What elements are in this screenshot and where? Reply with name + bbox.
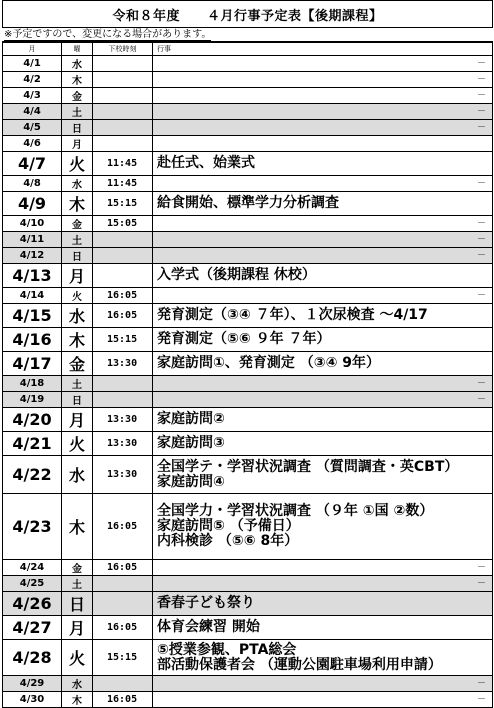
- header-event: 行事: [153, 43, 493, 56]
- date-cell: 4/23: [3, 494, 62, 560]
- weekday-cell: 木: [62, 72, 93, 88]
- dismissal-time-cell: 16:05: [93, 304, 153, 328]
- event-cell: [153, 248, 493, 264]
- date-cell: 4/17: [3, 352, 62, 376]
- no-event-dash: －: [476, 121, 486, 132]
- dismissal-time-cell: 16:05: [93, 494, 153, 560]
- event-cell: [153, 120, 493, 136]
- date-cell: 4/21: [3, 432, 62, 456]
- no-event-dash: －: [476, 73, 486, 84]
- notice-text: ※予定ですので、変更になる場合があります。: [4, 29, 212, 40]
- no-event-dash: －: [476, 693, 486, 704]
- dismissal-time-cell: 11:45: [93, 176, 153, 192]
- table-row: [3, 304, 493, 328]
- table-row: [3, 176, 493, 192]
- dismissal-time-cell: 13:30: [93, 456, 153, 494]
- dismissal-time-cell: 13:30: [93, 352, 153, 376]
- table-row: [3, 560, 493, 576]
- weekday-cell: 水: [62, 56, 93, 72]
- no-event-dash: －: [476, 377, 486, 388]
- table-row: [3, 120, 493, 136]
- date-cell: 4/15: [3, 304, 62, 328]
- weekday-cell: 月: [62, 136, 93, 152]
- table-row: [3, 432, 493, 456]
- event-cell: [153, 264, 493, 288]
- weekday-cell: 木: [62, 328, 93, 352]
- table-row: [3, 216, 493, 232]
- weekday-cell: 月: [62, 616, 93, 640]
- dismissal-time-cell: [93, 392, 153, 408]
- dismissal-time-cell: 15:15: [93, 328, 153, 352]
- date-cell: 4/10: [3, 216, 62, 232]
- date-cell: 4/2: [3, 72, 62, 88]
- weekday-cell: 水: [62, 304, 93, 328]
- event-cell: [153, 152, 493, 176]
- table-row: [3, 232, 493, 248]
- date-cell: 4/27: [3, 616, 62, 640]
- event-text: 体育会練習 開始: [157, 619, 260, 636]
- dismissal-time-cell: 16:05: [93, 560, 153, 576]
- date-cell: 4/7: [3, 152, 62, 176]
- schedule-table: [2, 42, 493, 708]
- schedule-rows: [3, 56, 493, 708]
- table-row: [3, 408, 493, 432]
- page-title: [2, 0, 493, 28]
- date-cell: 4/26: [3, 592, 62, 616]
- table-row: [3, 676, 493, 692]
- table-row: [3, 576, 493, 592]
- event-text: 発育測定（③④ ７年）、１次尿検査 ～4/17: [157, 307, 428, 324]
- no-event-dash: －: [476, 177, 486, 188]
- no-event-dash: －: [476, 89, 486, 100]
- event-cell: [153, 56, 493, 72]
- weekday-cell: 日: [62, 120, 93, 136]
- weekday-cell: 水: [62, 676, 93, 692]
- date-cell: 4/14: [3, 288, 62, 304]
- event-text: 家庭訪問②: [157, 411, 225, 428]
- date-cell: 4/13: [3, 264, 62, 288]
- dismissal-time-cell: 15:15: [93, 192, 153, 216]
- date-cell: 4/24: [3, 560, 62, 576]
- header-date: 月: [3, 43, 62, 56]
- dismissal-time-cell: 11:45: [93, 152, 153, 176]
- event-cell: [153, 392, 493, 408]
- date-cell: 4/5: [3, 120, 62, 136]
- event-text: 香春子ども祭り: [157, 595, 255, 612]
- weekday-cell: 土: [62, 576, 93, 592]
- dismissal-time-cell: [93, 136, 153, 152]
- event-cell: [153, 176, 493, 192]
- no-event-dash: －: [476, 677, 486, 688]
- event-cell: [153, 494, 493, 560]
- event-cell: [153, 560, 493, 576]
- dismissal-time-cell: 13:30: [93, 432, 153, 456]
- dismissal-time-cell: [93, 56, 153, 72]
- dismissal-time-cell: 16:05: [93, 692, 153, 708]
- table-row: [3, 592, 493, 616]
- no-event-dash: －: [476, 561, 486, 572]
- table-row: [3, 136, 493, 152]
- table-row: [3, 56, 493, 72]
- event-cell: [153, 456, 493, 494]
- weekday-cell: 木: [62, 494, 93, 560]
- weekday-cell: 水: [62, 176, 93, 192]
- dismissal-time-cell: [93, 232, 153, 248]
- date-cell: 4/12: [3, 248, 62, 264]
- dismissal-time-cell: [93, 264, 153, 288]
- weekday-cell: 木: [62, 692, 93, 708]
- no-event-dash: －: [476, 57, 486, 68]
- no-event-dash: －: [476, 289, 486, 300]
- table-row: [3, 352, 493, 376]
- date-cell: 4/9: [3, 192, 62, 216]
- dismissal-time-cell: 15:15: [93, 640, 153, 676]
- weekday-cell: 土: [62, 232, 93, 248]
- dismissal-time-cell: [93, 592, 153, 616]
- event-text: 家庭訪問③: [157, 435, 225, 452]
- page-title-text: 令和８年度 ４月行事予定表【後期課程】: [112, 8, 383, 24]
- weekday-cell: 日: [62, 592, 93, 616]
- event-cell: [153, 376, 493, 392]
- table-row: [3, 640, 493, 676]
- table-row: [3, 392, 493, 408]
- weekday-cell: 火: [62, 288, 93, 304]
- event-cell: [153, 328, 493, 352]
- header-day: 曜: [62, 43, 93, 56]
- table-row: [3, 376, 493, 392]
- no-event-dash: －: [476, 233, 486, 244]
- event-text: 入学式（後期課程 休校）: [157, 267, 316, 284]
- event-cell: [153, 592, 493, 616]
- table-row: [3, 288, 493, 304]
- header-time: 下校時刻: [93, 43, 153, 56]
- event-text: 赴任式、始業式: [157, 155, 255, 172]
- date-cell: 4/25: [3, 576, 62, 592]
- date-cell: 4/18: [3, 376, 62, 392]
- date-cell: 4/8: [3, 176, 62, 192]
- table-row: [3, 616, 493, 640]
- dismissal-time-cell: [93, 676, 153, 692]
- event-cell: [153, 692, 493, 708]
- event-cell: [153, 288, 493, 304]
- no-event-dash: －: [476, 393, 486, 404]
- event-cell: [153, 216, 493, 232]
- notice-line: [2, 28, 493, 42]
- event-cell: [153, 640, 493, 676]
- dismissal-time-cell: [93, 376, 153, 392]
- event-text: 全国学力・学習状況調査 （９年 ①国 ②数） 家庭訪問⑤ （予備日） 内科検診 （⑤⑥ 8年）: [157, 503, 434, 549]
- date-cell: 4/29: [3, 676, 62, 692]
- table-row: [3, 192, 493, 216]
- date-cell: 4/22: [3, 456, 62, 494]
- weekday-cell: 月: [62, 264, 93, 288]
- event-cell: [153, 72, 493, 88]
- date-cell: 4/28: [3, 640, 62, 676]
- table-row: [3, 264, 493, 288]
- event-cell: [153, 352, 493, 376]
- date-cell: 4/4: [3, 104, 62, 120]
- table-row: [3, 692, 493, 708]
- event-cell: [153, 304, 493, 328]
- weekday-cell: 土: [62, 104, 93, 120]
- table-header-row: [3, 43, 493, 56]
- date-cell: 4/20: [3, 408, 62, 432]
- dismissal-time-cell: [93, 104, 153, 120]
- event-cell: [153, 104, 493, 120]
- dismissal-time-cell: 16:05: [93, 288, 153, 304]
- date-cell: 4/1: [3, 56, 62, 72]
- table-row: [3, 328, 493, 352]
- dismissal-time-cell: 16:05: [93, 616, 153, 640]
- date-cell: 4/11: [3, 232, 62, 248]
- dismissal-time-cell: [93, 576, 153, 592]
- date-cell: 4/3: [3, 88, 62, 104]
- dismissal-time-cell: 13:30: [93, 408, 153, 432]
- no-event-dash: －: [476, 249, 486, 260]
- event-cell: [153, 616, 493, 640]
- weekday-cell: 火: [62, 640, 93, 676]
- weekday-cell: 水: [62, 456, 93, 494]
- event-text: 全国学テ・学習状況調査 （質問調査・英CBT） 家庭訪問④: [157, 458, 459, 490]
- weekday-cell: 月: [62, 408, 93, 432]
- event-text: ⑤授業参観、PTA総会 部活動保護者会 （運動公園駐車場利用申請）: [157, 641, 442, 673]
- event-cell: [153, 408, 493, 432]
- event-cell: [153, 88, 493, 104]
- event-text: 発育測定（⑤⑥ ９年 ７年）: [157, 331, 331, 348]
- no-event-dash: －: [476, 217, 486, 228]
- event-cell: [153, 676, 493, 692]
- weekday-cell: 日: [62, 248, 93, 264]
- event-cell: [153, 136, 493, 152]
- event-cell: [153, 432, 493, 456]
- weekday-cell: 火: [62, 432, 93, 456]
- no-event-dash: －: [476, 105, 486, 116]
- date-cell: 4/19: [3, 392, 62, 408]
- date-cell: 4/6: [3, 136, 62, 152]
- weekday-cell: 金: [62, 560, 93, 576]
- weekday-cell: 金: [62, 352, 93, 376]
- dismissal-time-cell: [93, 248, 153, 264]
- event-text: 給食開始、標準学力分析調査: [157, 195, 339, 212]
- table-row: [3, 494, 493, 560]
- dismissal-time-cell: 15:05: [93, 216, 153, 232]
- no-event-dash: －: [476, 577, 486, 588]
- event-cell: [153, 232, 493, 248]
- table-row: [3, 72, 493, 88]
- event-cell: [153, 576, 493, 592]
- weekday-cell: 土: [62, 376, 93, 392]
- event-cell: [153, 192, 493, 216]
- weekday-cell: 金: [62, 216, 93, 232]
- table-row: [3, 152, 493, 176]
- date-cell: 4/30: [3, 692, 62, 708]
- weekday-cell: 火: [62, 152, 93, 176]
- dismissal-time-cell: [93, 88, 153, 104]
- weekday-cell: 木: [62, 192, 93, 216]
- weekday-cell: 金: [62, 88, 93, 104]
- table-row: [3, 88, 493, 104]
- table-row: [3, 104, 493, 120]
- date-cell: 4/16: [3, 328, 62, 352]
- weekday-cell: 日: [62, 392, 93, 408]
- table-row: [3, 456, 493, 494]
- dismissal-time-cell: [93, 120, 153, 136]
- event-text: 家庭訪問①、発育測定 （③④ 9年）: [157, 355, 381, 372]
- dismissal-time-cell: [93, 72, 153, 88]
- table-row: [3, 248, 493, 264]
